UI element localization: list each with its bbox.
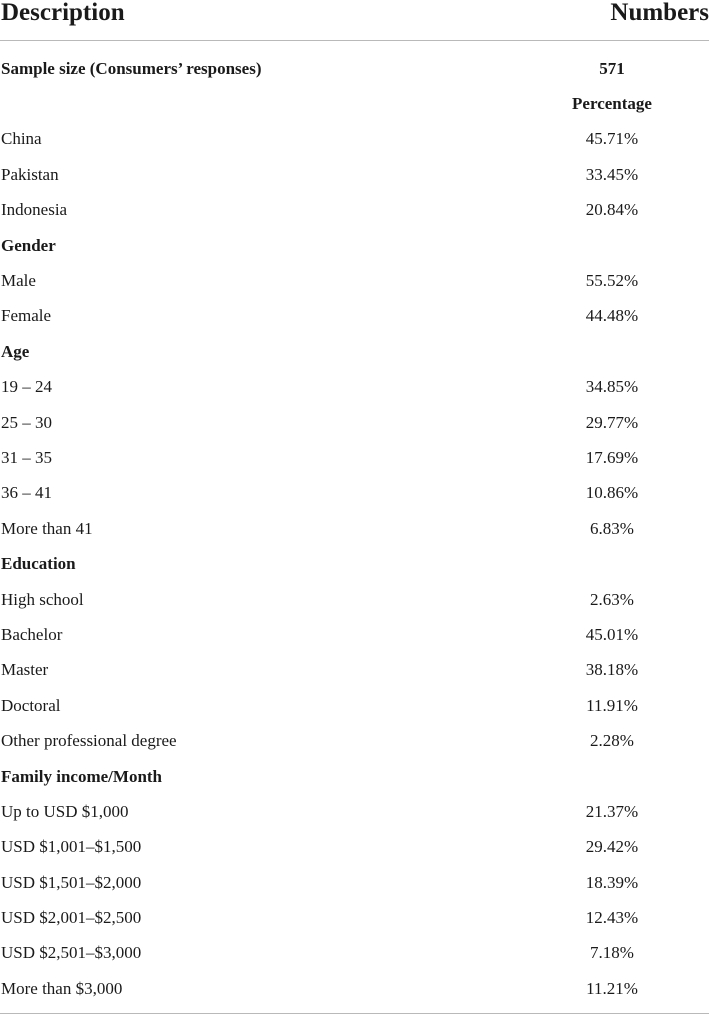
table-row [0,759,709,794]
table-row [0,334,709,369]
row-value: 18.39% [585,872,639,892]
table-body [0,51,709,1007]
row-label: Up to USD $1,000 [1,801,129,821]
row-label: 31 – 35 [1,447,52,467]
row-value: 21.37% [585,801,639,821]
row-label: 25 – 30 [1,412,52,432]
row-label: Other professional degree [1,731,177,751]
table-row [0,122,709,157]
row-value: 2.28% [590,731,634,751]
row-value: 55.52% [585,271,639,291]
row-label: More than 41 [1,518,93,538]
row-value: 38.18% [585,660,639,680]
row-label: Pakistan [1,164,59,184]
row-value: 2.63% [590,589,634,609]
row-label: 19 – 24 [1,377,52,397]
row-value: 6.83% [590,518,634,538]
row-label: China [1,129,42,149]
table-row [0,511,709,546]
row-label: USD $1,001–$1,500 [1,837,142,857]
row-label: Indonesia [1,200,68,220]
row-label: Education [1,554,76,574]
table-row [0,723,709,758]
table-row [0,546,709,581]
row-label: Family income/Month [1,766,163,786]
table-row [0,794,709,829]
table-row [0,51,709,86]
row-value: 10.86% [585,483,639,503]
table-row [0,405,709,440]
row-value: 44.48% [585,306,639,326]
row-label: More than $3,000 [1,978,123,998]
table-row [0,688,709,723]
table-row [0,86,709,121]
row-value: 17.69% [585,447,639,467]
row-label: USD $2,001–$2,500 [1,908,142,928]
row-label: 36 – 41 [1,483,52,503]
row-label: Female [1,306,52,326]
row-value: 45.01% [585,624,639,644]
table-row [0,617,709,652]
header-description: Description [1,0,125,26]
row-value: 33.45% [585,164,639,184]
row-value: 29.77% [585,412,639,432]
table-row [0,299,709,334]
table-row [0,440,709,475]
table-row [0,971,709,1006]
header-numbers: Numbers [610,0,709,26]
row-value: 7.18% [590,943,634,963]
table-row [0,900,709,935]
table-row [0,476,709,511]
row-value: 12.43% [585,908,639,928]
table-header [0,0,709,41]
table-row [0,370,709,405]
row-label: USD $2,501–$3,000 [1,943,142,963]
table-row [0,263,709,298]
table-row [0,157,709,192]
row-value: Percentage [572,94,652,114]
row-label: Bachelor [1,624,63,644]
row-label: Doctoral [1,695,61,715]
row-value: 571 [599,58,625,78]
row-value: 11.91% [586,695,638,715]
row-label: Master [1,660,49,680]
row-label: Sample size (Consumers’ responses) [1,58,262,78]
table-row [0,228,709,263]
table-row [0,830,709,865]
row-label: USD $1,501–$2,000 [1,872,142,892]
row-label: Male [1,271,36,291]
row-value: 45.71% [585,129,639,149]
row-label: High school [1,589,84,609]
row-label: Gender [1,235,56,255]
table-row [0,582,709,617]
table-row [0,865,709,900]
bottom-rule [0,1013,709,1014]
table-row [0,936,709,971]
table-row [0,653,709,688]
row-value: 34.85% [585,377,639,397]
row-value: 11.21% [586,978,638,998]
row-value: 29.42% [585,837,639,857]
row-label: Age [1,341,30,361]
table-row [0,193,709,228]
row-value: 20.84% [585,200,639,220]
